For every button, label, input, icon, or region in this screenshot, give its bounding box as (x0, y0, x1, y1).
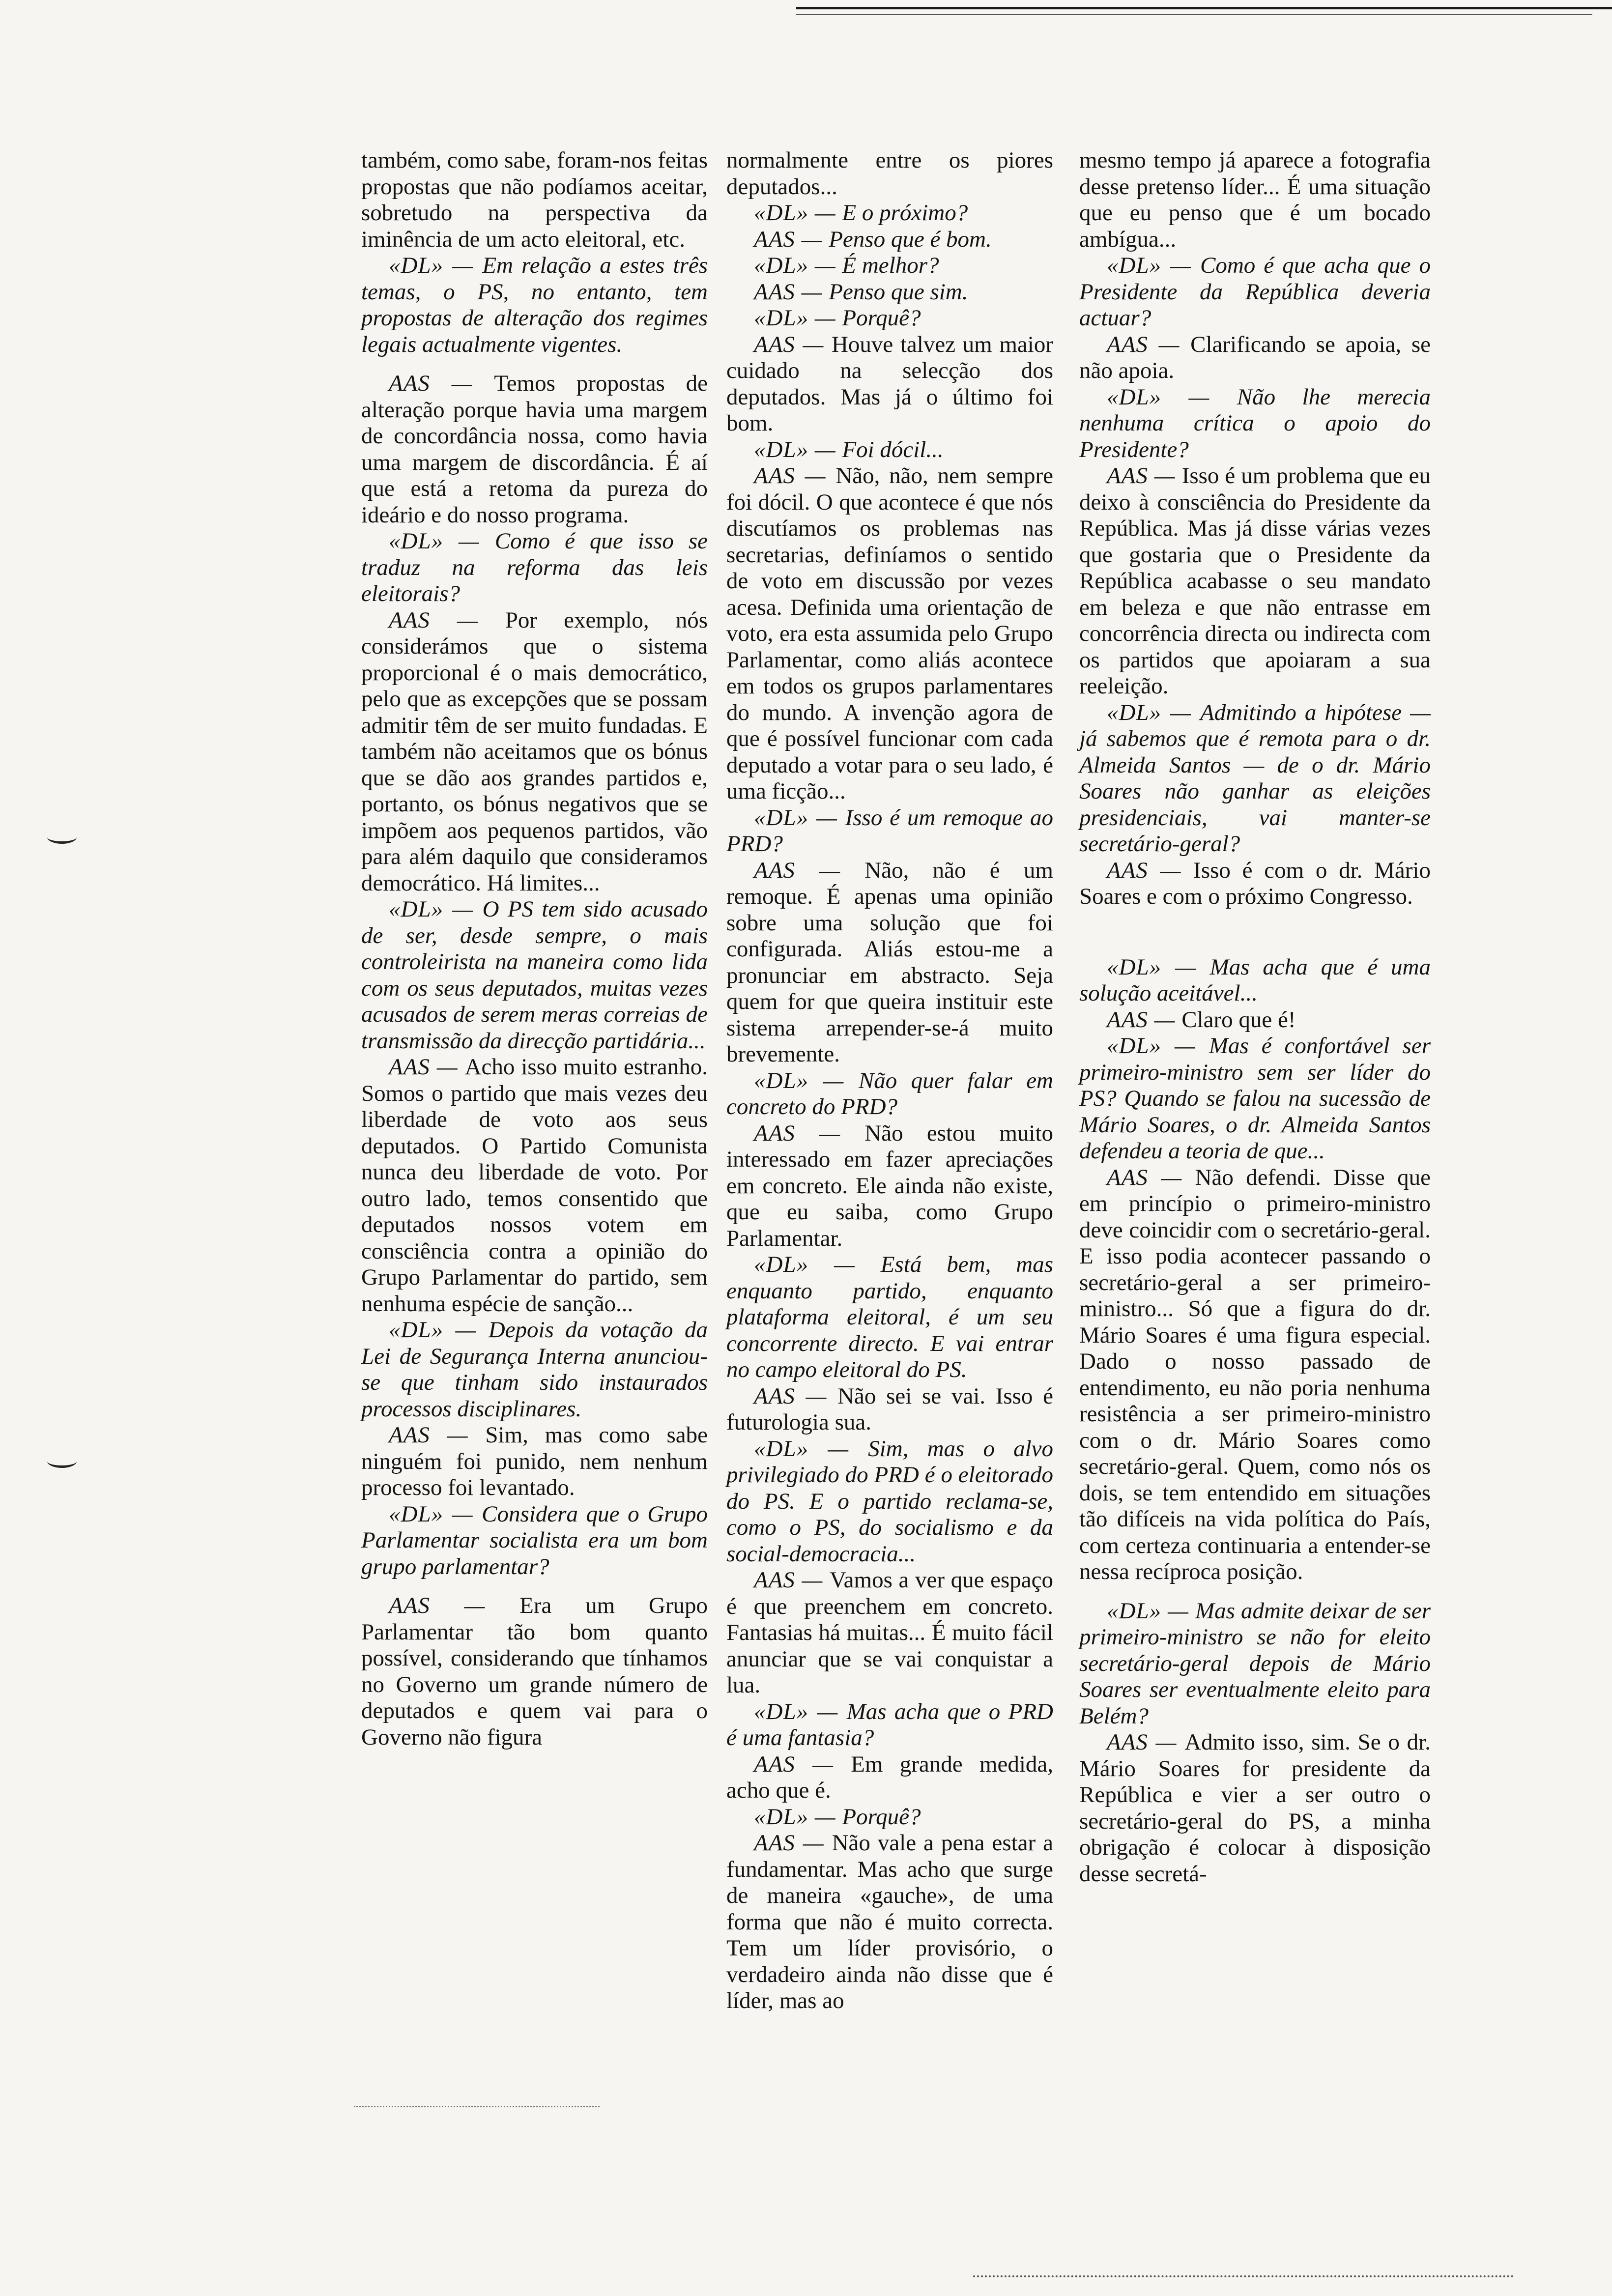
scan-artifact-mark (47, 831, 77, 844)
interview-answer (726, 1751, 1053, 1804)
interview-question (1079, 253, 1431, 332)
interview-answer (361, 1054, 708, 1317)
paragraph-text: normalmente entre os piores deputados... (726, 147, 1053, 200)
speaker-label: AAS — (1107, 331, 1191, 357)
interview-answer (1079, 1165, 1431, 1585)
paragraph-text: também, como sabe, foram-nos feitas propostas que não podíamos aceitar, sobretudo na perspectiva da iminência de um acto eleitoral, etc. (361, 147, 708, 252)
paragraph-text: Por exemplo, nós considerámos que o sistema proporcional é o mais democrático, pelo que as excepções que se possam admitir têm de ser muito fundadas. E também não aceitamos que os bónus que se dão aos grandes partidos e, portanto, os bónus negativos que se impõem aos pequenos partidos, vão para além daquilo que consideramos democrático. Há limites... (361, 607, 708, 896)
paragraph-text: Porquê? (842, 1804, 921, 1830)
speaker-label: «DL» — (754, 305, 842, 331)
interview-question (726, 805, 1053, 858)
print-artifact (973, 2275, 1514, 2281)
speaker-label: AAS — (754, 1830, 832, 1856)
speaker-label: AAS — (389, 371, 494, 396)
paragraph-text: Admito isso, sim. Se o dr. Mário Soares for presidente da República e vier a ser outro o secretário-geral do PS, a minha obrigação é colocar à disposição desse secretá- (1079, 1729, 1431, 1887)
speaker-label: «DL» — (1107, 699, 1201, 725)
paragraph-text: Não lhe merecia nenhuma crítica o apoio do Presidente? (1079, 384, 1431, 462)
text-column-2 (726, 147, 1053, 2014)
paragraph-text: E o próximo? (842, 200, 968, 226)
paragraph-text: Não sei se vai. Isso é futurologia sua. (726, 1383, 1053, 1435)
interview-answer (726, 1567, 1053, 1699)
speaker-label: AAS — (754, 1120, 865, 1146)
speaker-label: AAS — (389, 607, 505, 633)
paragraph-text: Mas acha que é uma solução aceitável... (1079, 954, 1431, 1006)
paragraph-text: Depois da votação da Lei de Segurança Interna anunciou-se que tinham sido instaurados processos disciplinares. (361, 1317, 708, 1422)
interview-question (726, 1436, 1053, 1568)
paragraph-text: Sim, mas como sabe ninguém foi punido, nem nenhum processo foi levantado. (361, 1422, 708, 1500)
interview-answer (726, 463, 1053, 805)
paragraph-text: Temos propostas de alteração porque havia uma margem de concordância nossa, como havia uma margem de discordância. É aí que está a retoma da pureza do ideário e do nosso programa. (361, 371, 708, 528)
interview-answer (1079, 332, 1431, 384)
speaker-label: AAS — (754, 1751, 851, 1777)
speaker-label: AAS — (389, 1054, 465, 1080)
paragraph-text: Mas admite deixar de ser primeiro-ministro se não for eleito secretário-geral depois de Mário Soares ser eventualmente eleito para Belém? (1079, 1598, 1431, 1729)
scan-artifact-mark (47, 1455, 77, 1468)
speaker-label: AAS — (754, 279, 829, 305)
paragraph-text: Está bem, mas enquanto partido, enquanto plataforma eleitoral, é um seu concorrente directo. E vai entrar no campo eleitoral do PS. (726, 1252, 1053, 1382)
speaker-label: AAS — (389, 1593, 520, 1618)
speaker-label: «DL» — (754, 1698, 847, 1724)
speaker-label: «DL» — (754, 1435, 868, 1462)
speaker-label: «DL» — (754, 200, 842, 226)
speaker-label: AAS — (1107, 857, 1194, 883)
paragraph-text: Não quer falar em concreto do PRD? (726, 1067, 1053, 1119)
speaker-label: AAS — (1107, 463, 1182, 488)
speaker-label: «DL» — (754, 1804, 842, 1830)
paragraph-text: É melhor? (842, 253, 939, 278)
paragraph-text: Não estou muito interessado em fazer apreciações em concreto. Ele ainda não existe, que eu saiba, como Grupo Parlamentar. (726, 1120, 1053, 1251)
speaker-label: «DL» — (389, 253, 483, 278)
paragraph-text: mesmo tempo já aparece a fotografia desse pretenso líder... É uma situação que eu penso que é um bocado ambígua... (1079, 147, 1431, 252)
print-artifact (354, 2106, 600, 2110)
interview-answer (726, 858, 1053, 1068)
interview-answer (726, 1120, 1053, 1252)
interview-answer (361, 607, 708, 897)
interview-question (726, 1699, 1053, 1751)
paragraph-text: Isso é com o dr. Mário Soares e com o próximo Congresso. (1079, 857, 1431, 909)
paragraph-text: Acho isso muito estranho. Somos o partido que mais vezes deu liberdade de voto aos seus deputados. O Partido Comunista nunca deu liberdade de voto. Por outro lado, temos consentido que deputados nossos votem em consciência contra a opinião do Grupo Parlamentar do partido, sem nenhuma espécie de sanção... (361, 1054, 708, 1317)
paragraph-text: Mas é confortável ser primeiro-ministro sem ser líder do PS? Quando se falou na sucessão de Mário Soares, o dr. Almeida Santos defendeu a teoria de que... (1079, 1033, 1431, 1164)
speaker-label: «DL» — (1107, 1598, 1196, 1624)
speaker-label: «DL» — (1107, 954, 1210, 980)
interview-answer (361, 147, 708, 253)
interview-question (1079, 384, 1431, 463)
interview-answer (361, 1422, 708, 1501)
interview-answer (1079, 147, 1431, 253)
interview-answer (726, 1383, 1053, 1436)
interview-question (361, 253, 708, 358)
interview-answer (361, 371, 708, 528)
speaker-label: AAS — (389, 1422, 486, 1448)
interview-answer (726, 332, 1053, 437)
paragraph-text: Penso que sim. (829, 279, 968, 305)
speaker-label: «DL» — (389, 896, 483, 922)
interview-question (361, 1317, 708, 1422)
speaker-label: AAS — (1107, 1006, 1182, 1033)
paragraph-text: Era um Grupo Parlamentar tão bom quanto possível, considerando que tínhamos no Governo um grande número de deputados e quem vai para o Governo não figura (361, 1593, 708, 1750)
speaker-label: AAS — (754, 857, 865, 883)
interview-answer (1079, 463, 1431, 700)
interview-question (726, 1068, 1053, 1120)
paragraph-text: Como é que isso se traduz na reforma das leis eleitorais? (361, 528, 708, 606)
interview-question (726, 253, 1053, 279)
speaker-label: «DL» — (754, 1067, 859, 1093)
paragraph-text: Porquê? (842, 305, 921, 331)
top-rule (796, 7, 1612, 9)
interview-answer (361, 1593, 708, 1751)
interview-answer (726, 147, 1053, 200)
interview-answer (1079, 1007, 1431, 1033)
interview-question (1079, 1598, 1431, 1730)
speaker-label: «DL» — (754, 1252, 881, 1277)
speaker-label: «DL» — (389, 528, 495, 554)
speaker-label: AAS — (754, 1567, 830, 1593)
interview-question (726, 200, 1053, 227)
paragraph-text: Como é que acha que o Presidente da República deveria actuar? (1079, 253, 1431, 331)
paragraph-text: Penso que é bom. (829, 226, 992, 252)
interview-answer (1079, 858, 1431, 910)
speaker-label: «DL» — (1107, 384, 1237, 410)
interview-question (361, 896, 708, 1054)
paragraph-text: Sim, mas o alvo privilegiado do PRD é o eleitorado do PS. E o partido reclama-se, como o PS, do socialismo e da social-democracia... (726, 1435, 1054, 1567)
paragraph-text: Não, não, nem sempre foi dócil. O que acontece é que nós discutíamos os problemas nas secretarias, definíamos o sentido de voto em discussão por vezes acesa. Definida uma orientação de voto, era esta assumida pelo Grupo Parlamentar, como aliás acontece em todos os grupos parlamentares do mundo. A invenção agora de que é possível funcionar com cada deputado a votar para o seu lado, é uma ficção... (726, 463, 1053, 804)
interview-question (726, 227, 1053, 253)
paragraph-text: Houve talvez um maior cuidado na selecção dos deputados. Mas já o último foi bom. (726, 331, 1053, 436)
interview-question (1079, 954, 1431, 1007)
interview-answer (726, 1830, 1053, 2014)
interview-answer (1079, 1729, 1431, 1887)
speaker-label: AAS — (754, 226, 829, 252)
speaker-label: «DL» — (389, 1317, 489, 1343)
speaker-label: AAS — (1107, 1164, 1195, 1190)
paragraph-text: Vamos a ver que espaço é que preenchem em concreto. Fantasias há muitas... É muito fácil anunciar que se vai conquistar a lua. (726, 1567, 1053, 1698)
paragraph-text: Em relação a estes três temas, o PS, no entanto, tem propostas de alteração dos regimes legais actualmente vigentes. (361, 253, 708, 357)
interview-question (726, 1804, 1053, 1831)
paragraph-text: O PS tem sido acusado de ser, desde sempre, o mais controleirista na maneira como lida com os seus deputados, muitas vezes acusados de serem meras correias de transmissão da direcção partidária... (361, 896, 708, 1054)
speaker-label: «DL» — (389, 1501, 482, 1527)
paragraph-text: Clarificando se apoia, se não apoia. (1079, 331, 1431, 383)
paragraph-text: Não defendi. Disse que em princípio o primeiro-ministro deve coincidir com o secretário-geral. E isso podia acontecer passando o secretário-geral a ser primeiro-ministro... Só que a figura do dr. Mário Soares é uma figura especial. Dado o nosso passado de entendimento, eu não poria nenhuma resistência a ser primeiro-ministro com o dr. Mário Soares como secretário-geral. Quem, como nós os dois, se tem entendido em situações tão difíceis na vida política do País, com certeza continuaria a entender-se nessa recíproca posição. (1079, 1164, 1431, 1584)
interview-question (726, 279, 1053, 306)
interview-question (361, 528, 708, 607)
speaker-label: AAS — (1107, 1729, 1185, 1755)
paragraph-text: Isso é um remoque ao PRD? (726, 804, 1054, 857)
speaker-label: «DL» — (1107, 1033, 1209, 1059)
speaker-label: «DL» — (754, 436, 842, 462)
paragraph-text: Considera que o Grupo Parlamentar socialista era um bom grupo parlamentar? (361, 1501, 708, 1579)
speaker-label: AAS — (754, 331, 832, 357)
text-column-3 (1079, 147, 1431, 1887)
paragraph-text: Em grande medida, acho que é. (726, 1751, 1053, 1803)
paragraph-text: Não vale a pena estar a fundamentar. Mas acho que surge de maneira «gauche», de uma forma que não é muito correcta. Tem um líder provisório, o verdadeiro ainda não disse que é líder, mas ao (726, 1830, 1053, 2013)
interview-question (726, 305, 1053, 332)
paragraph-text: Isso é um problema que eu deixo à consciência do Presidente da República. Mas já disse várias vezes que gostaria que o Presidente da República acabasse o seu mandato em beleza e que não entrasse em concorrência directa ou indirecta com os partidos que apoiaram a sua reeleição. (1079, 463, 1431, 699)
paragraph-text: Mas acha que o PRD é uma fantasia? (726, 1698, 1053, 1751)
speaker-label: «DL» — (754, 253, 842, 278)
interview-question (361, 1501, 708, 1580)
speaker-label: AAS — (754, 463, 836, 488)
paragraph-text: Claro que é! (1181, 1006, 1296, 1033)
top-rule-thin (796, 14, 1592, 15)
interview-question (1079, 1033, 1431, 1165)
paragraph-text: Não, não é um remoque. É apenas uma opinião sobre uma solução que foi configurada. Aliás estou-me a pronunciar em abstracto. Seja quem for que queira instituir este sistema arrepender-se-á muito brevemente. (726, 857, 1053, 1067)
interview-question (726, 1252, 1053, 1383)
paragraph-text: Foi dócil... (842, 436, 944, 462)
text-column-1 (361, 147, 708, 1751)
speaker-label: «DL» — (754, 804, 845, 831)
speaker-label: «DL» — (1107, 253, 1200, 278)
speaker-label: AAS — (754, 1383, 838, 1409)
interview-question (1079, 700, 1431, 858)
paragraph-text: Admitindo a hipótese — já sabemos que é remota para o dr. Almeida Santos — de o dr. Mário Soares não ganhar as eleições presidenciais, vai manter-se secretário-geral? (1079, 699, 1431, 857)
interview-question (726, 437, 1053, 463)
